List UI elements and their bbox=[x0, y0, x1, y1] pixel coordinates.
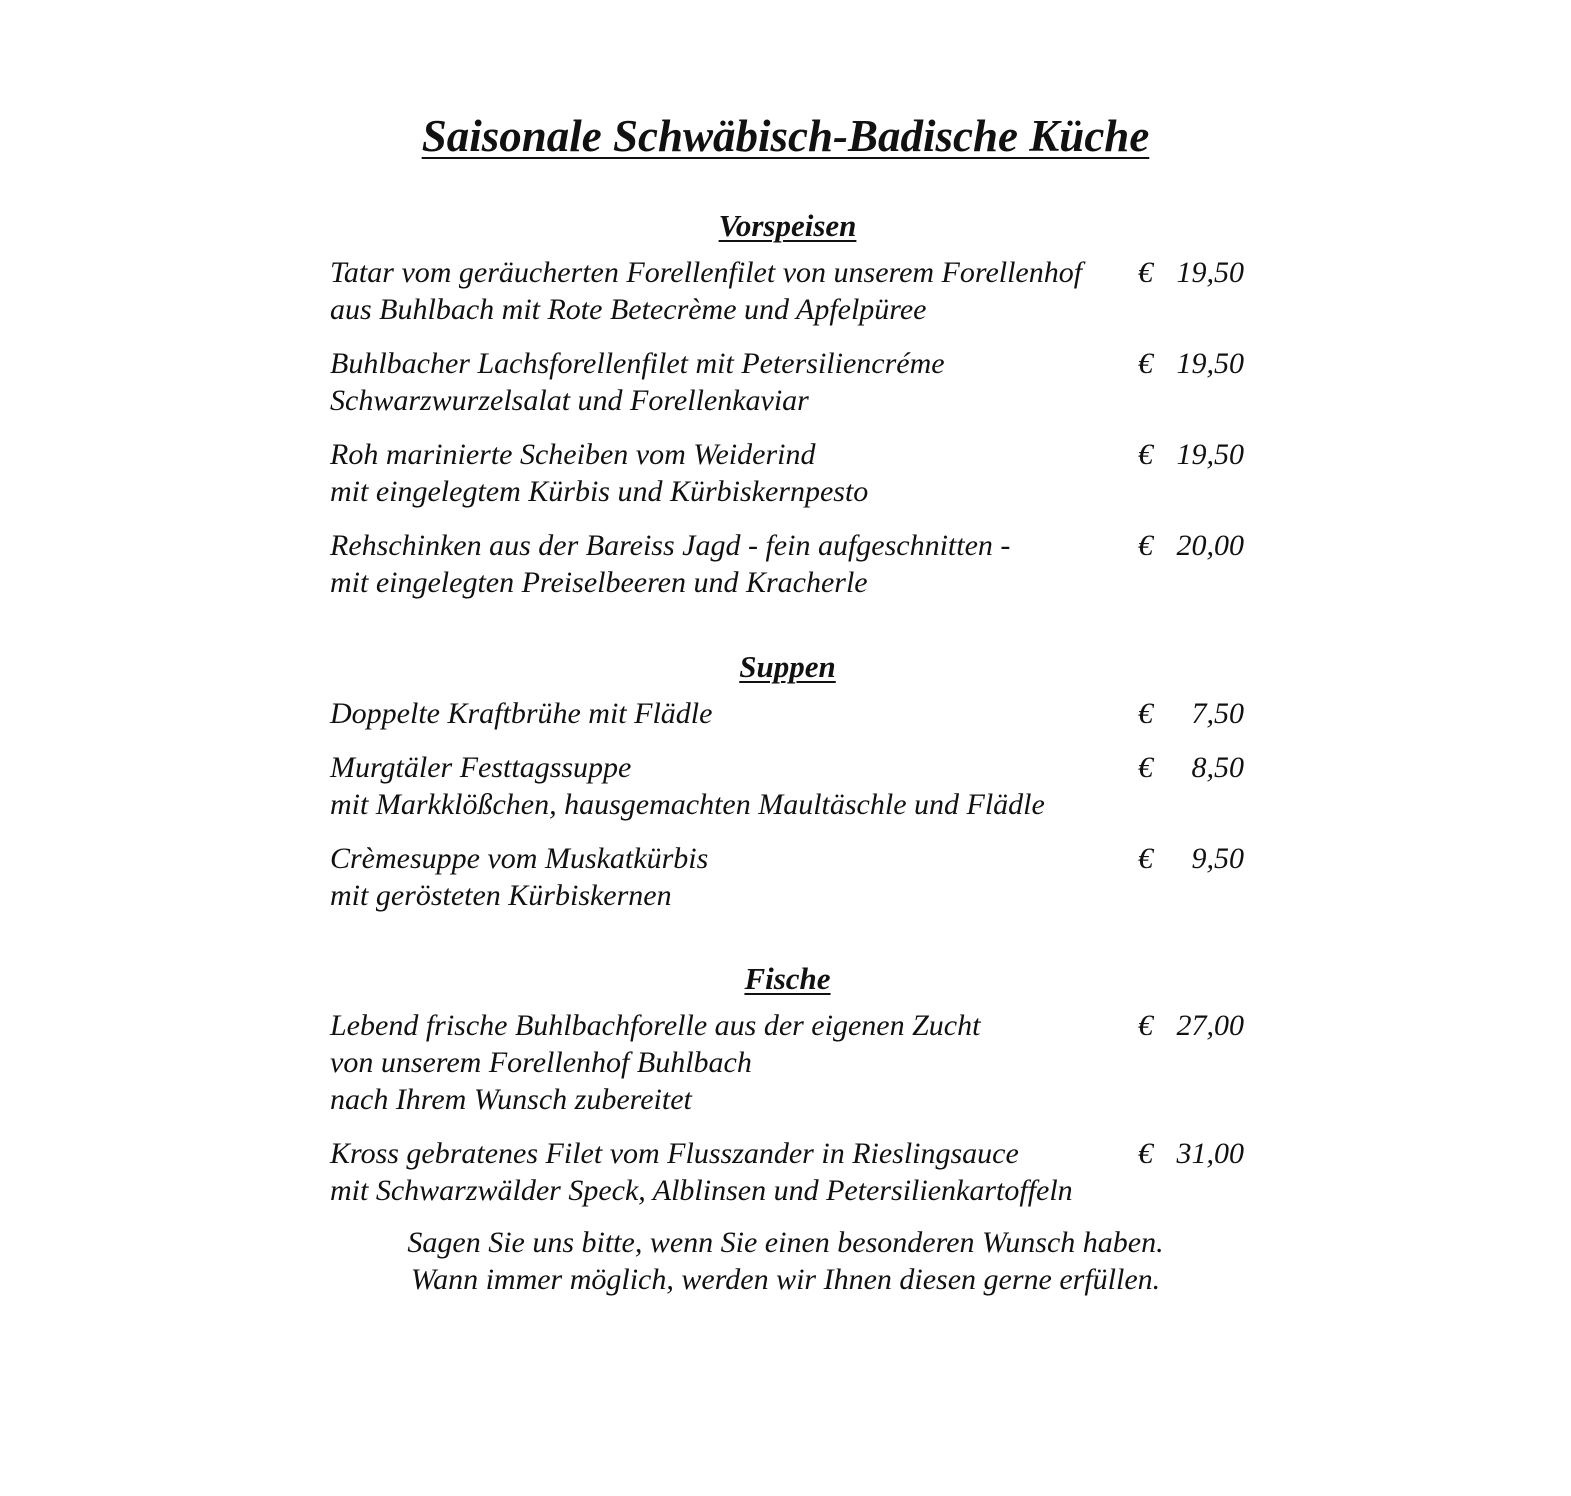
item-line: Buhlbacher Lachsforellenfilet mit Petersiliencréme bbox=[330, 347, 945, 380]
menu-item bbox=[330, 436, 1245, 510]
item-line: Kross gebratenes Filet vom Flusszander in Rieslingsauce bbox=[330, 1137, 1019, 1170]
section-heading: Suppen bbox=[739, 649, 836, 684]
currency-symbol: € bbox=[1138, 751, 1153, 784]
item-line: mit eingelegtem Kürbis und Kürbiskernpesto bbox=[330, 475, 869, 508]
menu-item bbox=[330, 1135, 1245, 1209]
price-amount: 9,50 bbox=[1191, 842, 1244, 875]
price-amount: 27,00 bbox=[1176, 1009, 1244, 1042]
item-line: nach Ihrem Wunsch zubereitet bbox=[330, 1083, 692, 1116]
item-line: mit gerösteten Kürbiskernen bbox=[330, 879, 672, 912]
price-amount: 19,50 bbox=[1176, 256, 1244, 289]
menu-item bbox=[330, 749, 1245, 823]
menu-item bbox=[330, 1007, 1245, 1118]
section-heading: Fische bbox=[744, 961, 831, 996]
item-line: mit eingelegten Preiselbeeren und Kracherle bbox=[330, 566, 868, 599]
note-line: Wann immer möglich, werden wir Ihnen diesen gerne erfüllen. bbox=[410, 1263, 1161, 1296]
item-line: Murgtäler Festtagssuppe bbox=[330, 751, 632, 784]
price-amount: 8,50 bbox=[1191, 751, 1244, 784]
item-line: Roh marinierte Scheiben vom Weiderind bbox=[330, 438, 816, 471]
currency-symbol: € bbox=[1138, 529, 1153, 562]
price-amount: 7,50 bbox=[1191, 697, 1244, 730]
currency-symbol: € bbox=[1138, 438, 1153, 471]
closing-note bbox=[0, 1224, 1571, 1298]
menu-item bbox=[330, 254, 1245, 328]
currency-symbol: € bbox=[1138, 697, 1153, 730]
note-line: Sagen Sie uns bitte, wenn Sie einen besonderen Wunsch haben. bbox=[407, 1226, 1164, 1259]
page-title: Saisonale Schwäbisch-Badische Küche bbox=[421, 111, 1150, 161]
item-line: aus Buhlbach mit Rote Betecrème und Apfelpüree bbox=[330, 293, 927, 326]
section-heading: Vorspeisen bbox=[718, 208, 857, 243]
menu-item bbox=[330, 840, 1245, 914]
item-line: mit Markklößchen, hausgemachten Maultäschle und Flädle bbox=[330, 788, 1045, 821]
menu-item bbox=[330, 345, 1245, 419]
menu-item bbox=[330, 527, 1245, 601]
section-suppen bbox=[330, 651, 1245, 931]
currency-symbol: € bbox=[1138, 347, 1153, 380]
section-fische bbox=[330, 963, 1245, 1226]
currency-symbol: € bbox=[1138, 256, 1153, 289]
price-amount: 20,00 bbox=[1176, 529, 1244, 562]
item-line: von unserem Forellenhof Buhlbach bbox=[330, 1046, 752, 1079]
item-line: Lebend frische Buhlbachforelle aus der eigenen Zucht bbox=[330, 1009, 981, 1042]
menu-item bbox=[330, 695, 1245, 732]
item-line: Crèmesuppe vom Muskatkürbis bbox=[330, 842, 709, 875]
price-amount: 19,50 bbox=[1176, 438, 1244, 471]
section-vorspeisen bbox=[330, 210, 1245, 618]
item-line: Rehschinken aus der Bareiss Jagd - fein aufgeschnitten - bbox=[330, 529, 1011, 562]
currency-symbol: € bbox=[1138, 1137, 1153, 1170]
price-amount: 31,00 bbox=[1176, 1137, 1244, 1170]
item-line: Schwarzwurzelsalat und Forellenkaviar bbox=[330, 384, 809, 417]
item-line: Doppelte Kraftbrühe mit Flädle bbox=[330, 697, 713, 730]
item-line: Tatar vom geräucherten Forellenfilet von unserem Forellenhof bbox=[330, 256, 1083, 289]
currency-symbol: € bbox=[1138, 1009, 1153, 1042]
currency-symbol: € bbox=[1138, 842, 1153, 875]
item-line: mit Schwarzwälder Speck, Alblinsen und Petersilienkartoffeln bbox=[330, 1174, 1073, 1207]
price-amount: 19,50 bbox=[1176, 347, 1244, 380]
